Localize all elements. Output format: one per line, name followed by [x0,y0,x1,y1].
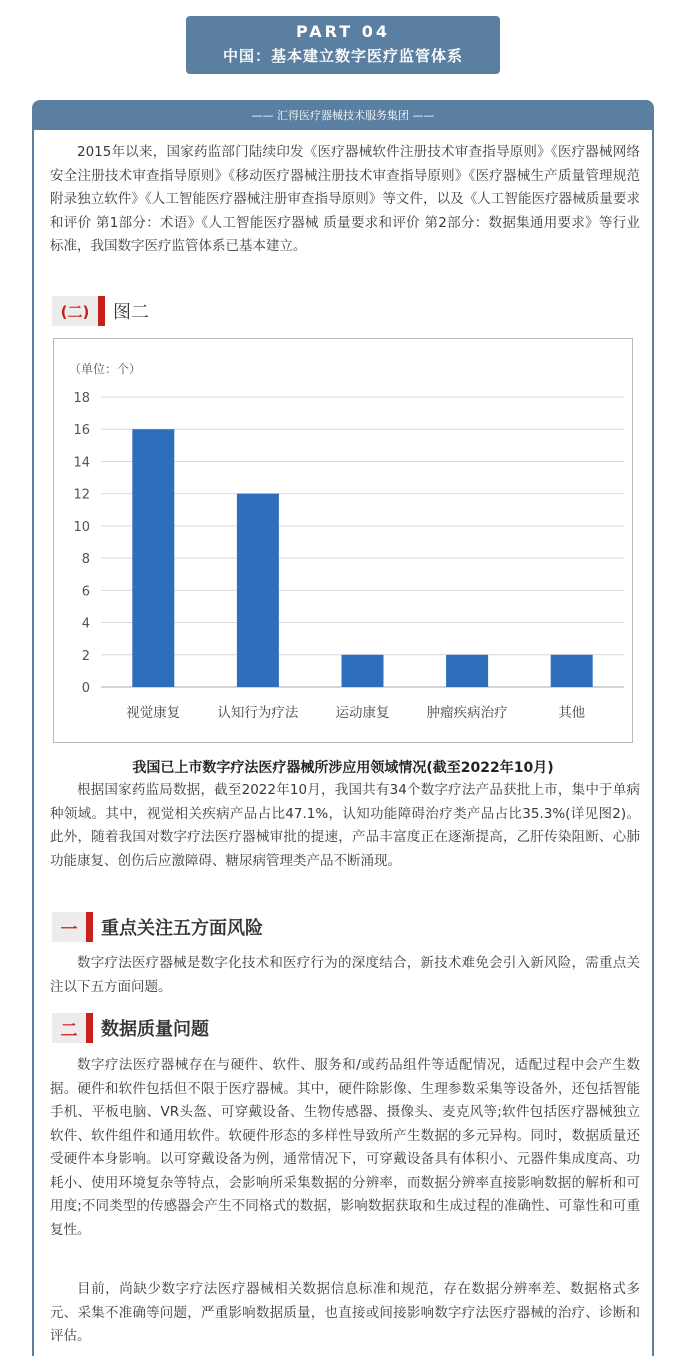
quality-paragraph-2: 目前，尚缺少数字疗法医疗器械相关数据信息标准和规范，存在数据分辨率差、数据格式多元、采集不准确等问题，严重影响数据质量，也直接或间接影响数字疗法医疗器械的治疗、诊断和评估。 [50,1281,640,1344]
section-title: 数据质量问题 [101,1019,209,1040]
section-number: 一 [52,912,86,942]
section-title: 重点关注五方面风险 [101,918,263,939]
y-tick-label: 8 [81,552,90,568]
bar [132,429,174,687]
quality-paragraph-1: 数字疗法医疗器械存在与硬件、软件、服务和/或药品组件等适配情况，适配过程中会产生数据。硬件和软件包括但不限于医疗器械。其中，硬件除影像、生理参数采集等设备外，还包括智能手机、平板电脑、VR头盔、可穿戴设备、生物传感器、摄像头、麦克风等;软件包括医疗器械独立软件、软件组件和通用软件。软硬件形态的多样性导致所产生数据的多元异构。同时，数据质量还受硬件本身影响。以可穿戴设备为例，通常情况下，可穿戴设备具有体积小、元器件集成度高、功耗小、使用环境复杂等特点，会影响所采集数据的分辨率，而数据分辨率直接影响数据的解析和可用度;不同类型的传感器会产生不同格式的数据，影响数据获取和生成过程的准确性、可靠性和可重复性。 [50,1057,640,1238]
section-accent-bar [86,912,93,942]
x-tick-label: 视觉康复 [126,705,181,721]
bar-chart [54,339,632,742]
x-tick-label: 运动康复 [335,705,390,721]
card-title-bar: —— 汇得医疗器械技术服务集团 —— [34,102,652,130]
section-number: (二) [52,296,98,326]
intro-paragraph: 2015年以来，国家药监部门陆续印发《医疗器械软件注册技术审查指导原则》《医疗器械网络安全注册技术审查指导原则》《移动医疗器械注册技术审查指导原则》《医疗器械生产质量管理规范附录独立软件》《人工智能医疗器械注册审查指导原则》等文件，以及《人工智能医疗器械质量要求和评价 第1部分：术语》《人工智能医疗器械 质量要求和评价 第2部分：数据集通用要求》等行业标准，我国数字医疗监管体系已基本建立。 [50,144,640,254]
y-tick-label: 0 [81,681,90,696]
y-tick-label: 2 [81,648,90,664]
section-number: 二 [52,1013,86,1043]
y-tick-label: 18 [73,391,90,406]
y-tick-label: 6 [81,584,90,600]
part-header [186,16,500,74]
part-title: 中国：基本建立数字医疗监管体系 [222,47,463,65]
bar [342,655,384,687]
y-tick-label: 16 [73,423,90,439]
part-number: PART 04 [296,22,390,41]
section-accent-bar [98,296,105,326]
y-tick-label: 4 [81,616,90,632]
chart-frame [53,338,633,743]
section-accent-bar [86,1013,93,1043]
data-paragraph: 根据国家药监局数据，截至2022年10月，我国共有34个数字疗法产品获批上市，集中于单病种领域。其中，视觉相关疾病产品占比47.1%，认知功能障碍治疗类产品占比35.3%(详见图2)。此外，随着我国对数字疗法医疗器械审批的提速，产品丰富度正在逐渐提高，乙肝传染阻断、心肺功能康复、创伤后应激障碍、糖尿病管理类产品不断涌现。 [50,782,640,869]
bar [551,655,593,687]
figure-section-heading [52,296,149,326]
section-heading-risk [52,912,263,942]
x-tick-label: 其他 [558,705,586,721]
x-tick-label: 认知行为疗法 [217,705,299,721]
y-tick-label: 14 [73,455,90,471]
chart-caption: 我国已上市数字疗法医疗器械所涉应用领域情况(截至2022年10月) [132,760,554,776]
y-unit-label: （单位：个） [69,362,142,376]
section-title: 图二 [113,302,149,323]
section-heading-quality [52,1013,209,1043]
risk-paragraph: 数字疗法医疗器械是数字化技术和医疗行为的深度结合，新技术难免会引入新风险，需重点关注以下五方面问题。 [50,955,640,995]
bar [237,494,279,687]
x-tick-label: 肿瘤疾病治疗 [426,705,508,721]
y-tick-label: 10 [73,519,90,535]
bar [446,655,488,687]
y-tick-label: 12 [73,487,90,503]
